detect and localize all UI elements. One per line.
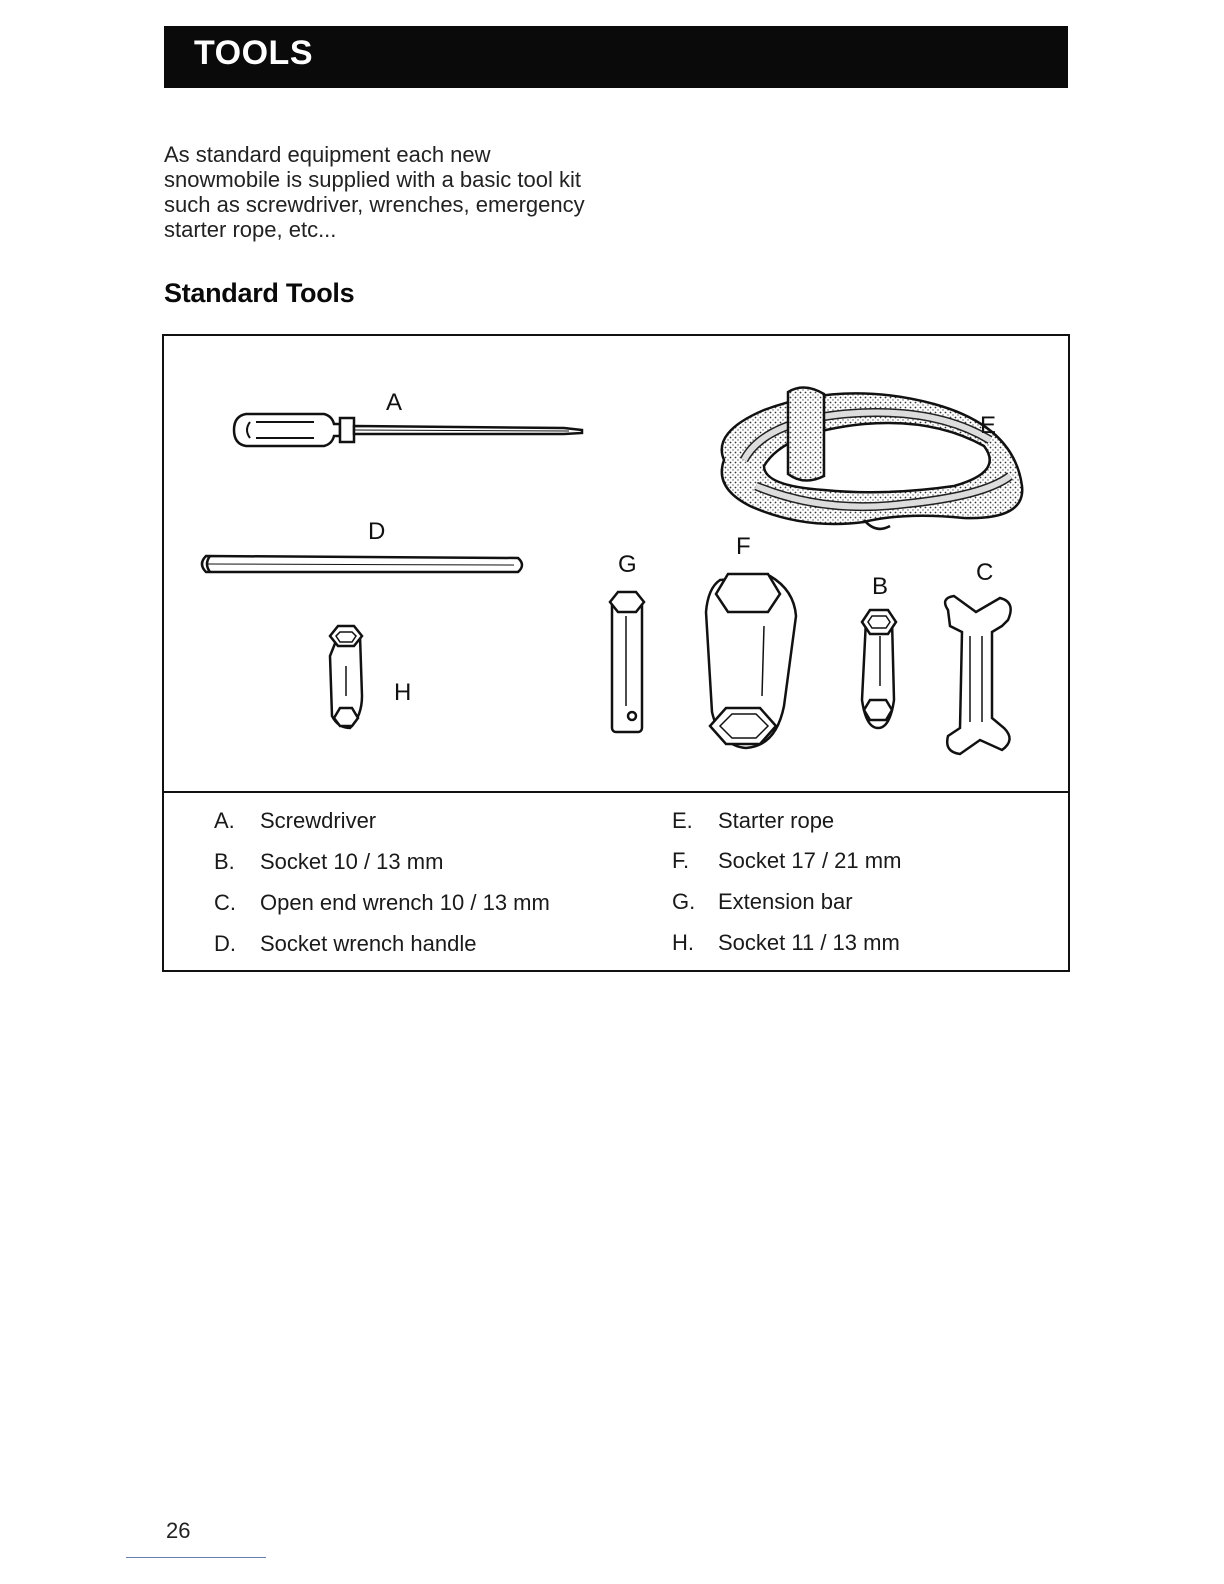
callout-a: A	[386, 389, 403, 416]
callout-e: E	[980, 412, 997, 439]
tools-figure	[162, 334, 1070, 972]
starter-rope-drawing	[722, 387, 1022, 528]
callout-h: H	[394, 679, 412, 706]
intro-paragraph: As standard equipment each new snowmobile is supplied with a basic tool kit such as screwdriver, wrenches, emergency starter rope, etc...	[164, 142, 585, 242]
callout-b: B	[872, 573, 889, 600]
socket-wrench-handle-drawing	[202, 556, 522, 572]
callout-c: C	[976, 559, 994, 586]
legend-key: B.	[214, 849, 235, 874]
tools-illustration	[164, 336, 1068, 792]
socket-17-21-drawing	[706, 574, 796, 748]
legend-key: E.	[672, 808, 693, 833]
legend-key: F.	[672, 848, 690, 873]
legend-label: Socket wrench handle	[260, 931, 477, 956]
socket-10-13-drawing	[862, 610, 896, 728]
callout-g: G	[618, 551, 637, 578]
legend-key: C.	[214, 890, 236, 915]
section-header-bar	[164, 26, 1068, 88]
legend-label: Starter rope	[718, 808, 835, 833]
legend-label: Screwdriver	[260, 808, 377, 833]
legend-key: G.	[672, 889, 696, 914]
screwdriver-drawing	[234, 414, 582, 446]
callout-f: F	[736, 533, 751, 560]
extension-bar-drawing	[610, 592, 644, 732]
callout-d: D	[368, 518, 386, 545]
open-end-wrench-drawing	[945, 596, 1011, 754]
legend-label: Socket 17 / 21 mm	[718, 848, 902, 873]
page-title: TOOLS	[194, 34, 313, 72]
legend-key: A.	[214, 808, 235, 833]
footer-rule	[126, 1557, 266, 1558]
legend-key: D.	[214, 931, 236, 956]
legend-key: H.	[672, 930, 694, 955]
figure-divider	[164, 791, 1068, 793]
legend-label: Socket 11 / 13 mm	[718, 930, 900, 955]
subsection-title: Standard Tools	[164, 278, 355, 308]
legend-label: Extension bar	[718, 889, 853, 914]
page-number: 26	[166, 1518, 191, 1543]
legend-label: Open end wrench 10 / 13 mm	[260, 890, 550, 915]
legend-label: Socket 10 / 13 mm	[260, 849, 444, 874]
socket-11-13-drawing	[330, 626, 362, 728]
